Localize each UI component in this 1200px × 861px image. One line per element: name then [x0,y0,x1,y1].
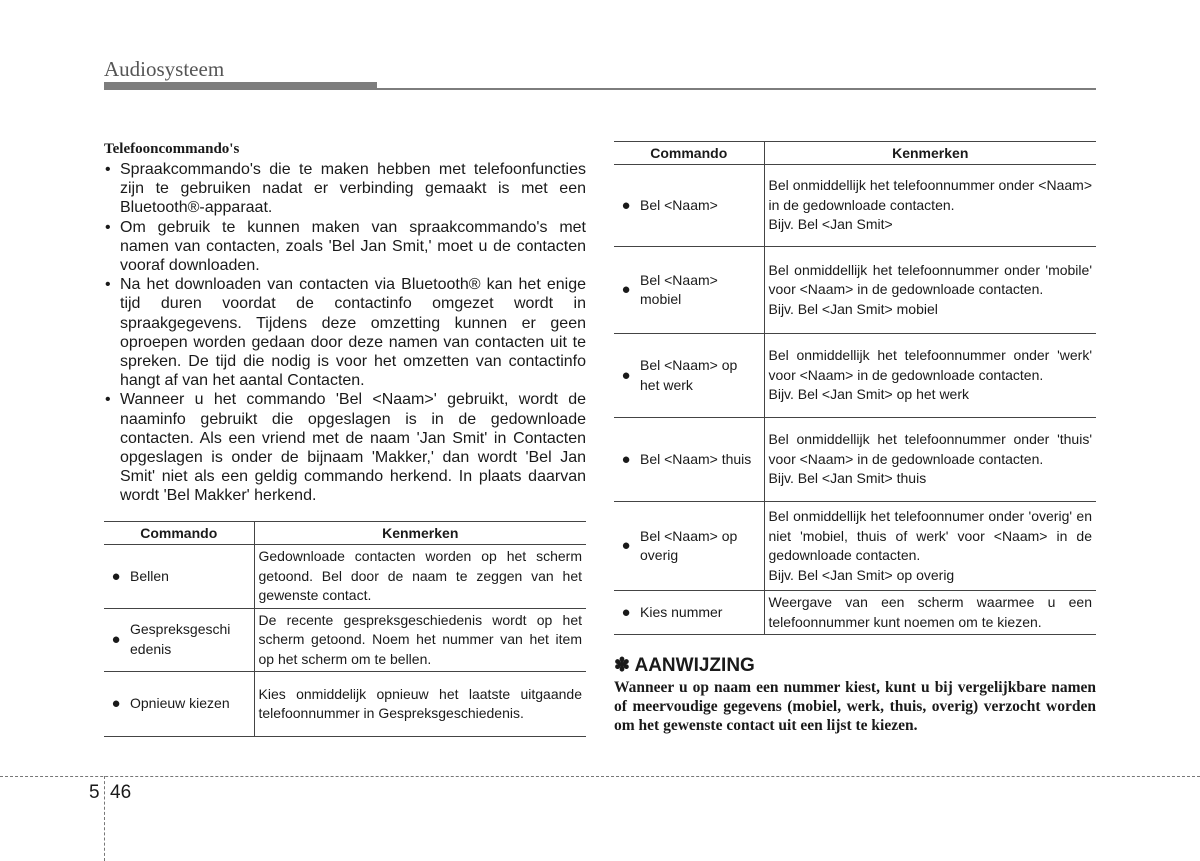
note-body: Wanneer u op naam een nummer kiest, kunt u bij vergelijkbare namen of meervoudige gegevens (mobiel, werk, thuis, overig) verzocht worden om het gewenste contact uit een lijst te kiezen. [614,679,1096,734]
bullet-dot-icon: ● [614,165,638,247]
command-example: Bijv. Bel <Jan Smit> op het werk [768,386,969,403]
note-title: ✽ AANWIJZING [614,655,755,676]
bullet-text: Om gebruik te kunnen maken van spraakcommando's met namen van contacten, zoals 'Bel Jan Smit,' moet u de contacten vooraf downloaden. [120,218,586,275]
page-number: 46 [110,782,132,803]
command-description: De recente gespreksgeschiedenis wordt op het scherm getoond. Noem het nummer van het item op het scherm om te bellen. [254,608,586,672]
left-column [104,141,586,506]
column-header-features: Kenmerken [764,142,1096,165]
command-description: Bel onmiddellijk het telefoonnummer onder <Naam> in de gedownloade contacten. Bijv. Bel <Jan Smit> [764,165,1096,247]
command-example: Bijv. Bel <Jan Smit> mobiel [768,300,938,317]
header-rule-thick [104,82,377,90]
command-example: Bijv. Bel <Jan Smit> thuis [768,470,927,487]
bullet-dot-icon: ● [614,334,638,418]
bullet-dot-icon: ● [614,418,638,502]
footer-dashed-divider [104,776,105,861]
bullet-text: Wanneer u het commando 'Bel <Naam>' gebruikt, wordt de naaminfo gebruikt die opgeslagen is in de gedownloade contacten. Als een vriend met de naam 'Jan Smit' in Contacten opgeslagen is onder de bijnaam 'Makker,' dan wordt 'Bel Jan Smit' niet als een geldig commando herkend. In plaats daarvan wordt 'Bel Makker' herkend. [120,391,586,505]
command-name: Bel <Naam> thuis [638,418,764,502]
command-description: Weergave van een scherm waarmee u een telefoonnummer kunt noemen om te kiezen. [764,591,1096,635]
note-box [614,654,1096,735]
bullet-marker: • [105,161,111,178]
table-row [614,165,1096,247]
bullet-dot-icon: ● [104,608,128,672]
bullet-item [104,390,586,505]
bullet-dot-icon: ● [614,591,638,635]
command-name: Kies nummer [638,591,764,635]
bullet-item [104,160,586,218]
phone-commands-table-left [104,521,586,737]
command-name: Bel <Naam> op het werk [638,334,764,418]
bullet-item [104,275,586,390]
bullet-item [104,218,586,276]
bullet-dot-icon: ● [104,672,128,737]
bullet-marker: • [105,391,111,409]
table-row [104,672,586,737]
table-row [614,334,1096,418]
page-header-title: Audiosysteem [104,57,225,81]
command-description: Bel onmiddellijk het telefoonnummer onder 'thuis' voor <Naam> in de gedownloade contacten. Bijv. Bel <Jan Smit> thuis [764,418,1096,502]
table-row [104,608,586,672]
command-example: Bijv. Bel <Jan Smit> [768,216,893,233]
command-description: Gedownloade contacten worden op het scherm getoond. Bel door de naam te zeggen van het gewenste contact. [254,545,586,609]
bullet-list [104,160,586,506]
bullet-text: Spraakcommando's die te maken hebben met telefoonfuncties zijn te gebruiken nadat er verbinding gemaakt is met een Bluetooth®-apparaat. [120,161,586,217]
command-name: Bel <Naam> mobiel [638,247,764,334]
column-header-command: Commando [614,142,764,165]
bullet-dot-icon: ● [104,545,128,609]
header-rule-thin [377,88,1096,90]
command-description: Bel onmiddellijk het telefoonnummer onder 'mobile' voor <Naam> in de gedownloade contacten. Bijv. Bel <Jan Smit> mobiel [764,247,1096,334]
table-row [614,591,1096,635]
column-header-command: Commando [104,522,254,545]
section-title: Telefooncommando's [104,141,240,157]
table-row [614,418,1096,502]
command-name: Opnieuw kiezen [128,672,254,737]
command-name: Bel <Naam> [638,165,764,247]
command-name: Bellen [128,545,254,609]
bullet-marker: • [105,276,111,294]
phone-commands-table-right [614,141,1096,635]
command-example: Bijv. Bel <Jan Smit> op overig [768,566,955,583]
table-row [614,502,1096,591]
command-description: Bel onmiddellijk het telefoonnummer onder 'werk' voor <Naam> in de gedownloade contacten. Bijv. Bel <Jan Smit> op het werk [764,334,1096,418]
table-header-row [104,522,586,545]
bullet-marker: • [105,218,111,236]
bullet-text: Na het downloaden van contacten via Bluetooth® kan het enige tijd duren voordat de contactinfo omgezet wordt in spraakgegevens. Tijdens deze omzetting kunnen er geen oproepen worden gedaan door deze namen van contacten uit te spreken. De tijd die nodig is voor het omzetten van contactinfo hangt af van het aantal Contacten. [120,276,586,390]
footer-dashed-rule [0,776,1200,777]
chapter-number: 5 [89,782,100,803]
bullet-dot-icon: ● [614,502,638,591]
table-header-row [614,142,1096,165]
command-description: Bel onmiddellijk het telefoonnumer onder 'overig' en niet 'mobiel, thuis of werk' voor <Naam> in de gedownloade contacten. Bijv. Bel <Jan Smit> op overig [764,502,1096,591]
command-name: Gespreksgeschi edenis [128,608,254,672]
command-description: Kies onmiddelijk opnieuw het laatste uitgaande telefoonnummer in Gespreksgeschiedenis. [254,672,586,737]
table-row [614,247,1096,334]
column-header-features: Kenmerken [254,522,586,545]
command-name: Bel <Naam> op overig [638,502,764,591]
table-row [104,545,586,609]
bullet-dot-icon: ● [614,247,638,334]
